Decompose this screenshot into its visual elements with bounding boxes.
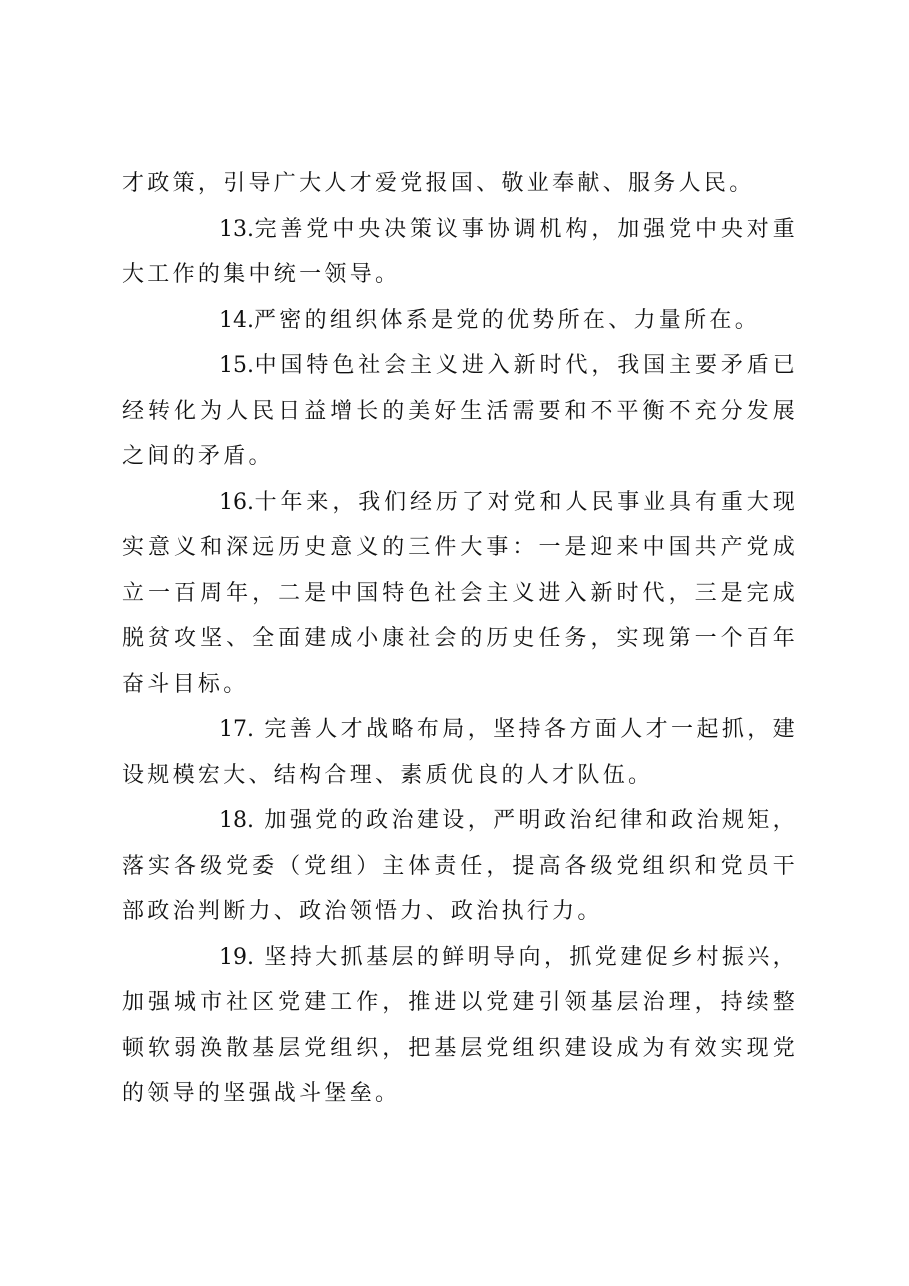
paragraph-text: 严密的组织体系是党的优势所在、力量所在。 <box>254 307 761 333</box>
paragraph-text: 完善人才战略布局，坚持各方面人才一起抓，建设规模宏大、结构合理、素质优良的人才队伍。 <box>122 717 798 788</box>
paragraph-item-19 <box>122 935 798 1117</box>
paragraph-continuation <box>122 161 798 207</box>
paragraph-text: 中国特色社会主义进入新时代，我国主要矛盾已经转化为人民日益增长的美好生活需要和不平衡不充分发展之间的矛盾。 <box>122 353 798 469</box>
paragraph-item-18 <box>122 798 798 935</box>
paragraph-item-16 <box>122 480 798 708</box>
paragraph-item-13 <box>122 207 798 298</box>
paragraph-text: 完善党中央决策议事协调机构，加强党中央对重大工作的集中统一领导。 <box>122 216 798 287</box>
document-body <box>122 161 798 1117</box>
paragraph-number: 13. <box>219 216 254 242</box>
paragraph-item-14 <box>122 298 798 344</box>
paragraph-number: 19. <box>219 944 254 970</box>
paragraph-number: 15. <box>219 353 254 378</box>
paragraph-number: 16. <box>219 489 254 515</box>
paragraph-item-17 <box>122 707 798 798</box>
paragraph-text: 坚持大抓基层的鲜明导向，抓党建促乡村振兴，加强城市社区党建工作，推进以党建引领基层治理，持续整顿软弱涣散基层党组织，把基层党组织建设成为有效实现党的领导的坚强战斗堡垒。 <box>122 944 798 1106</box>
paragraph-text: 十年来，我们经历了对党和人民事业具有重大现实意义和深远历史意义的三件大事：一是迎来中国共产党成立一百周年，二是中国特色社会主义进入新时代，三是完成脱贫攻坚、全面建成小康社会的历史任务，实现第一个百年奋斗目标。 <box>122 489 798 697</box>
paragraph-number: 14. <box>219 307 254 333</box>
paragraph-number: 18. <box>219 808 254 833</box>
paragraph-item-15 <box>122 343 798 480</box>
paragraph-text: 加强党的政治建设，严明政治纪律和政治规矩，落实各级党委（党组）主体责任，提高各级党组织和党员干部政治判断力、政治领悟力、政治执行力。 <box>122 808 798 924</box>
paragraph-number: 17. <box>219 717 254 742</box>
paragraph-text: 才政策，引导广大人才爱党报国、敬业奉献、服务人民。 <box>122 171 755 196</box>
